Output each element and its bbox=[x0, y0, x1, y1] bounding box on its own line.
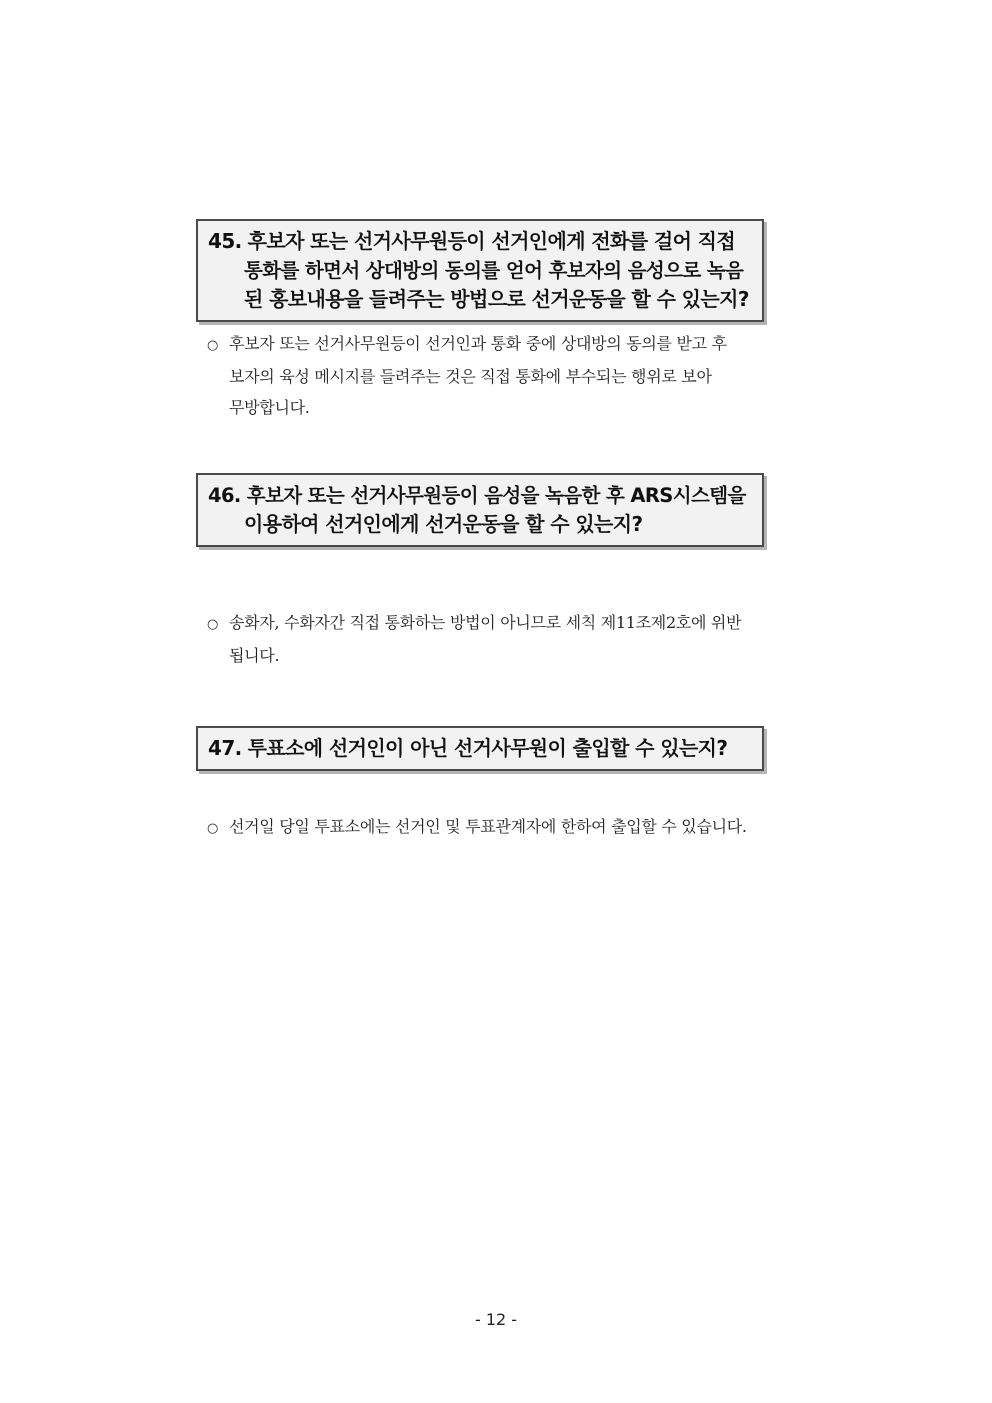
answer-line bbox=[207, 328, 759, 361]
question-box-45 bbox=[196, 219, 764, 322]
answer-text: 후보자 또는 선거사무원등이 선거인과 통화 중에 상대방의 동의를 받고 후 bbox=[229, 334, 727, 353]
question-text: 된 홍보내용을 들려주는 방법으로 선거운동을 할 수 있는지? bbox=[244, 287, 749, 311]
question-text: 이용하여 선거인에게 선거운동을 할 수 있는지? bbox=[244, 512, 643, 536]
page-number: - 12 - bbox=[474, 1310, 518, 1329]
question-text: 통화를 하면서 상대방의 동의를 얻어 후보자의 음성으로 녹음 bbox=[244, 259, 744, 282]
answer-text: 됩니다. bbox=[229, 646, 280, 665]
question-number: 46. bbox=[208, 484, 241, 507]
answer-text: 보자의 육성 메시지를 들려주는 것은 직접 통화에 부수되는 행위로 보아 bbox=[229, 367, 712, 386]
question-text: 투표소에 선거인이 아닌 선거사무원이 출입할 수 있는지? bbox=[247, 736, 728, 760]
question-line bbox=[208, 227, 752, 256]
answer-line bbox=[207, 811, 759, 844]
answer-text: 선거일 당일 투표소에는 선거인 및 투표관계자에 한하여 출입할 수 있습니다. bbox=[229, 817, 747, 836]
question-box-47 bbox=[196, 726, 764, 771]
question-line bbox=[208, 734, 752, 763]
question-text: 후보자 또는 선거사무원등이 음성을 녹음한 후 ARS시스템을 bbox=[246, 484, 746, 507]
question-box-46 bbox=[196, 473, 764, 547]
circle-bullet-icon: ○ bbox=[207, 821, 219, 836]
circle-bullet-icon: ○ bbox=[207, 338, 219, 353]
answer-46 bbox=[207, 607, 759, 671]
question-text: 후보자 또는 선거사무원등이 선거인에게 전화를 걸어 직접 bbox=[247, 229, 736, 253]
question-line bbox=[208, 481, 752, 510]
answer-45 bbox=[207, 328, 759, 423]
answer-text: 무방합니다. bbox=[229, 398, 310, 417]
answer-line bbox=[207, 607, 759, 640]
answer-text: 송화자, 수화자간 직접 통화하는 방법이 아니므로 세칙 제11조제2호에 위반 bbox=[229, 613, 742, 632]
question-number: 47. bbox=[208, 736, 242, 760]
question-number: 45. bbox=[208, 229, 242, 253]
circle-bullet-icon: ○ bbox=[207, 617, 219, 632]
answer-47 bbox=[207, 811, 759, 844]
